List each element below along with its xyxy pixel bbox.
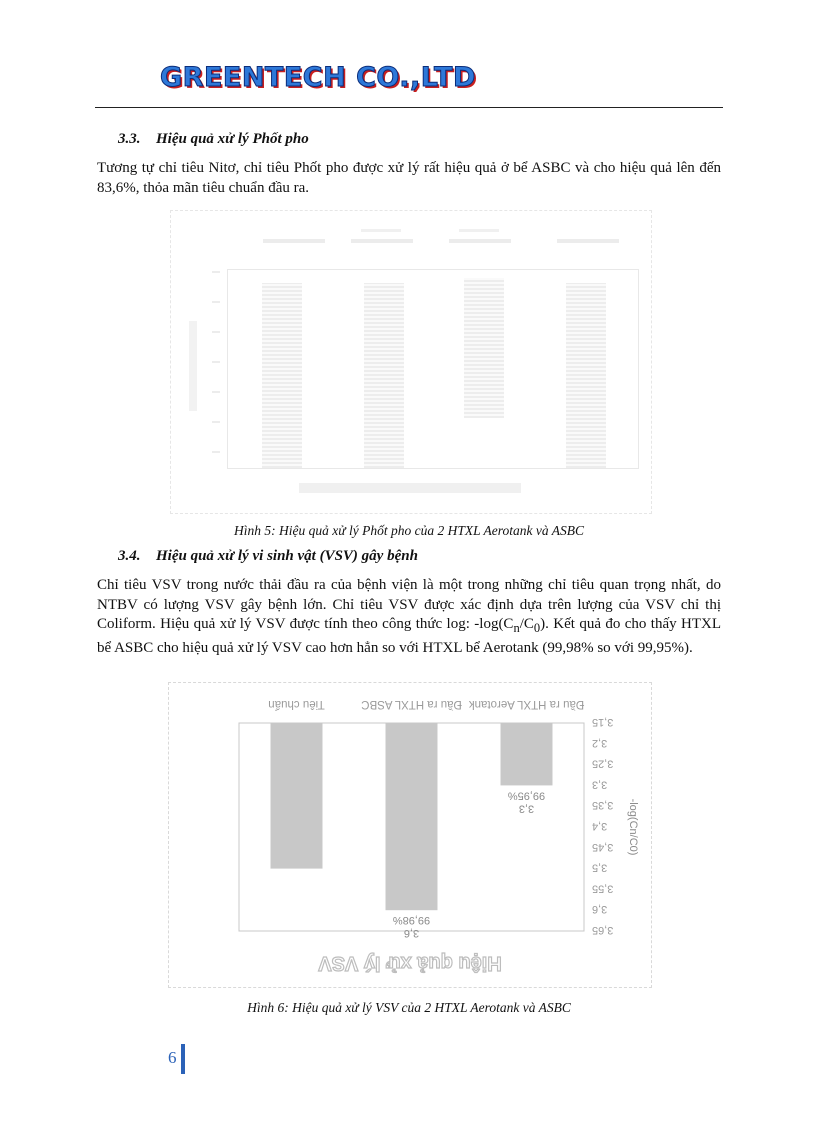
figure-5-plot-area (227, 269, 639, 469)
figure-5-bar (364, 283, 404, 468)
y-tick-label: 3,3 (592, 778, 608, 791)
section-3-4-title: Hiệu quả xử lý vi sinh vật (VSV) gây bệnh (156, 548, 418, 564)
data-label: 99,98% (392, 914, 431, 927)
figure-5-category-label (459, 229, 499, 232)
y-tick-label: 3,4 (592, 820, 608, 832)
figure-5-category-label (557, 239, 619, 243)
figure-5-y-tick (212, 421, 220, 423)
y-tick-label: 3,5 (592, 861, 608, 874)
figure-6-caption: Hình 6: Hiệu quả xử lý VSV của 2 HTXL Aerotank và ASBC (247, 1000, 571, 1015)
section-3-4-number: 3.4. (118, 548, 141, 564)
data-label: 3,3 (518, 802, 535, 815)
formula-text: /C (519, 616, 534, 632)
category-label: Đầu ra HTXL ASBC (361, 698, 462, 710)
section-3-3-title: Hiệu quả xử lý Phốt pho (156, 131, 309, 147)
figure-6-chart (168, 682, 652, 988)
section-3-4-heading (118, 548, 418, 565)
data-label: 3,6 (403, 927, 420, 940)
formula-subscript-n: n (513, 621, 520, 635)
figure-5-bar (262, 283, 302, 468)
chart-title: Hiệu quả xử lý VSV (318, 952, 502, 974)
section-3-3-number: 3.3. (118, 131, 141, 147)
data-bar (501, 723, 553, 785)
figure-5-caption: Hình 5: Hiệu quả xử lý Phốt pho của 2 HTXL Aerotank và ASBC (234, 523, 584, 538)
paragraph-text: Chỉ tiêu VSV trong nước thải đầu ra của bệnh viện là một trong những chỉ tiêu quan trọng nhất, do NTBV có lượng VSV gây bệnh lớn. Chỉ tiêu VSV được xác định dựa trên lượng của VSV chỉ thị Coliform. Hiệu quả xử lý VSV được tính theo công thức log: -log(C (97, 577, 721, 632)
y-tick-label: 3,35 (592, 799, 614, 812)
y-tick-label: 3,6 (592, 903, 608, 916)
figure-5-bar (566, 283, 606, 468)
paragraph-text: ). Kết quả đo cho thấy HTXL bể ASBC cho hiệu quả xử lý VSV cao hơn hẳn so với HTXL bể Aerotank (99,98% so với 99,95%). (97, 616, 721, 656)
y-axis-label: -log(Cn/C0) (627, 798, 639, 856)
y-tick-label: 3,25 (592, 757, 614, 770)
data-bar (386, 723, 438, 910)
company-logo: GREENTECH CO.,LTD (160, 62, 476, 93)
y-tick-label: 3,15 (592, 716, 614, 728)
section-3-3-paragraph: Tương tự chỉ tiêu Nitơ, chỉ tiêu Phốt pho được xử lý rất hiệu quả ở bể ASBC và cho hiệu quả lên đến 83,6%, thỏa mãn tiêu chuẩn đầu ra. (97, 160, 721, 196)
vsv-efficiency-chart (169, 683, 651, 987)
page-number-bar (181, 1044, 185, 1074)
figure-5-y-tick (212, 331, 220, 333)
data-bar (271, 723, 323, 869)
figure-5-y-tick (212, 391, 220, 393)
figure-5-y-tick (212, 271, 220, 273)
figure-5-y-tick (212, 451, 220, 453)
figure-5-y-tick (212, 301, 220, 303)
figure-5-category-label (361, 229, 401, 232)
figure-5-chart (170, 210, 652, 514)
y-tick-label: 3,65 (592, 924, 614, 936)
category-label: Tiêu chuẩn (268, 698, 325, 710)
category-label: Đầu ra HTXL Aerotank (468, 698, 585, 710)
section-3-4-paragraph (97, 576, 721, 658)
y-tick-label: 3,2 (592, 736, 608, 749)
page-number: 6 (168, 1048, 177, 1067)
data-label: 99,95% (507, 789, 546, 802)
figure-5-y-axis-label (189, 321, 197, 411)
figure-5-category-label (449, 239, 511, 243)
formula-subscript-0: 0 (533, 621, 541, 635)
figure-5-title (299, 483, 521, 493)
y-tick-label: 3,45 (592, 840, 614, 853)
section-3-3-heading (118, 131, 309, 148)
figure-5-category-label (263, 239, 325, 243)
figure-5-bar (464, 278, 504, 418)
figure-5-category-label (351, 239, 413, 243)
y-tick-label: 3,55 (592, 882, 614, 895)
figure-5-y-tick (212, 361, 220, 363)
header-divider (95, 107, 723, 108)
